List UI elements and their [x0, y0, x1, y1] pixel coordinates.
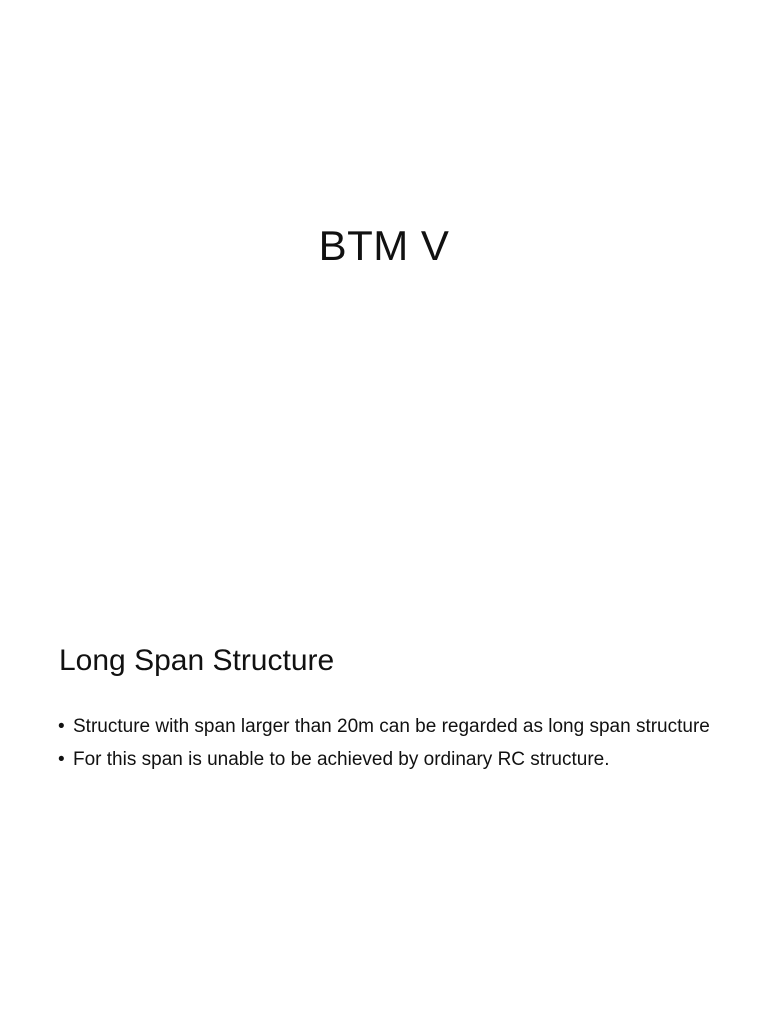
list-item: [56, 748, 716, 772]
bullet-list: [56, 715, 716, 781]
bullet-text: Structure with span larger than 20m can be regarded as long span structure: [73, 716, 710, 737]
slide-heading: Long Span Structure: [59, 644, 335, 677]
list-item: [56, 715, 716, 739]
bullet-icon: •: [58, 716, 65, 737]
content-slide: [0, 520, 768, 1024]
bullet-icon: •: [58, 749, 65, 770]
bullet-text: For this span is unable to be achieved by ordinary RC structure.: [73, 749, 610, 770]
slide-title: BTM V: [318, 222, 450, 269]
